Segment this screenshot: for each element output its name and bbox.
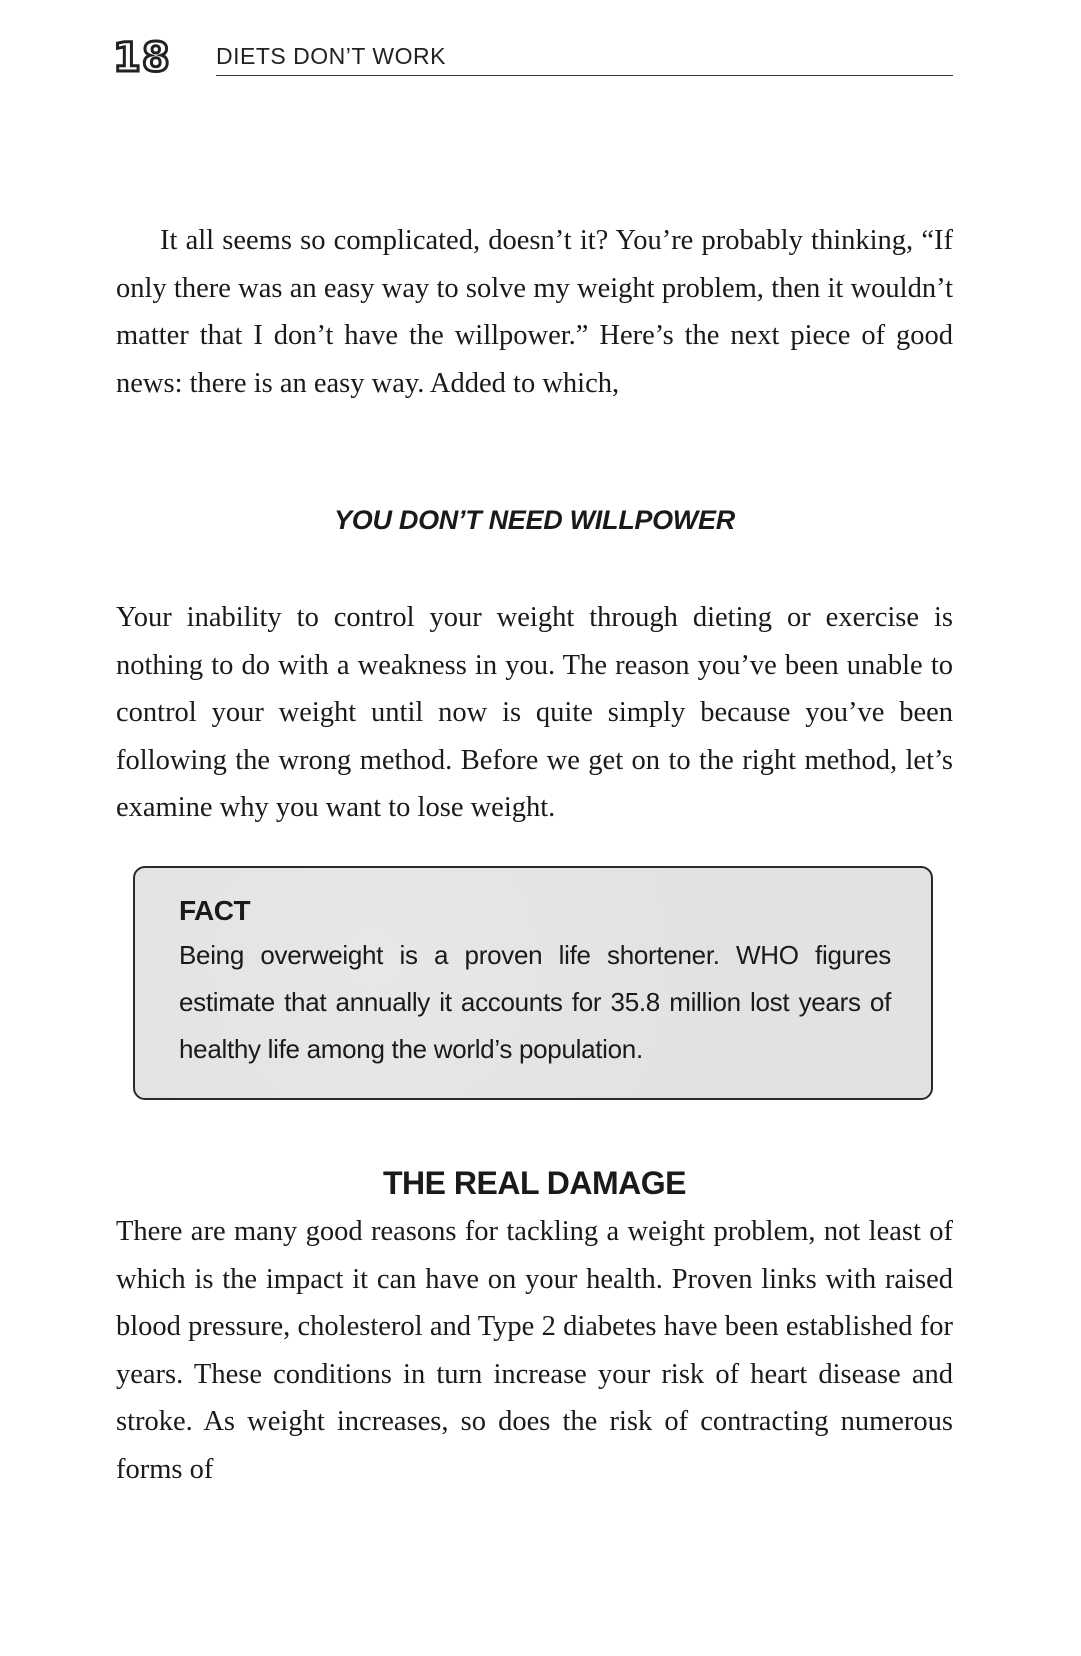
fact-text: Being overweight is a proven life shortener. WHO figures estimate that annually it accounts for 35.8 million lost years of healthy life among the world’s population. (179, 940, 891, 1064)
page-number: 18 (113, 35, 171, 81)
heading-no-willpower: YOU DON’T NEED WILLPOWER (334, 505, 735, 535)
paragraph-intro: It all seems so complicated, doesn’t it? You’re probably thinking, “If only there was an easy way to solve my weight problem, then it wouldn’t matter that I don’t have the willpower.” Here’s the next piece of good news: there is an easy way. Added to which, (116, 225, 953, 399)
fact-box (133, 866, 933, 1100)
heading-real-damage: THE REAL DAMAGE (382, 1165, 687, 1201)
paragraph-inability: Your inability to control your weight through dieting or exercise is nothing to do with a weakness in you. The reason you’ve been unable to control your weight until now is quite simply because you’ve been following the wrong method. Before we get on to the right method, let’s examine why you want to lose weight. (116, 602, 953, 823)
fact-label: FACT (179, 895, 251, 926)
running-title: DIETS DON’T WORK (216, 43, 446, 69)
header-rule (216, 75, 953, 76)
running-header (113, 35, 953, 81)
paragraph-real-damage: There are many good reasons for tackling a weight problem, not least of which is the impact it can have on your health. Proven links with raised blood pressure, cholesterol and Type 2 diabetes have been established for years. These conditions in turn increase your risk of heart disease and stroke. As weight increases, so does the risk of contracting numerous forms of (116, 1216, 953, 1485)
